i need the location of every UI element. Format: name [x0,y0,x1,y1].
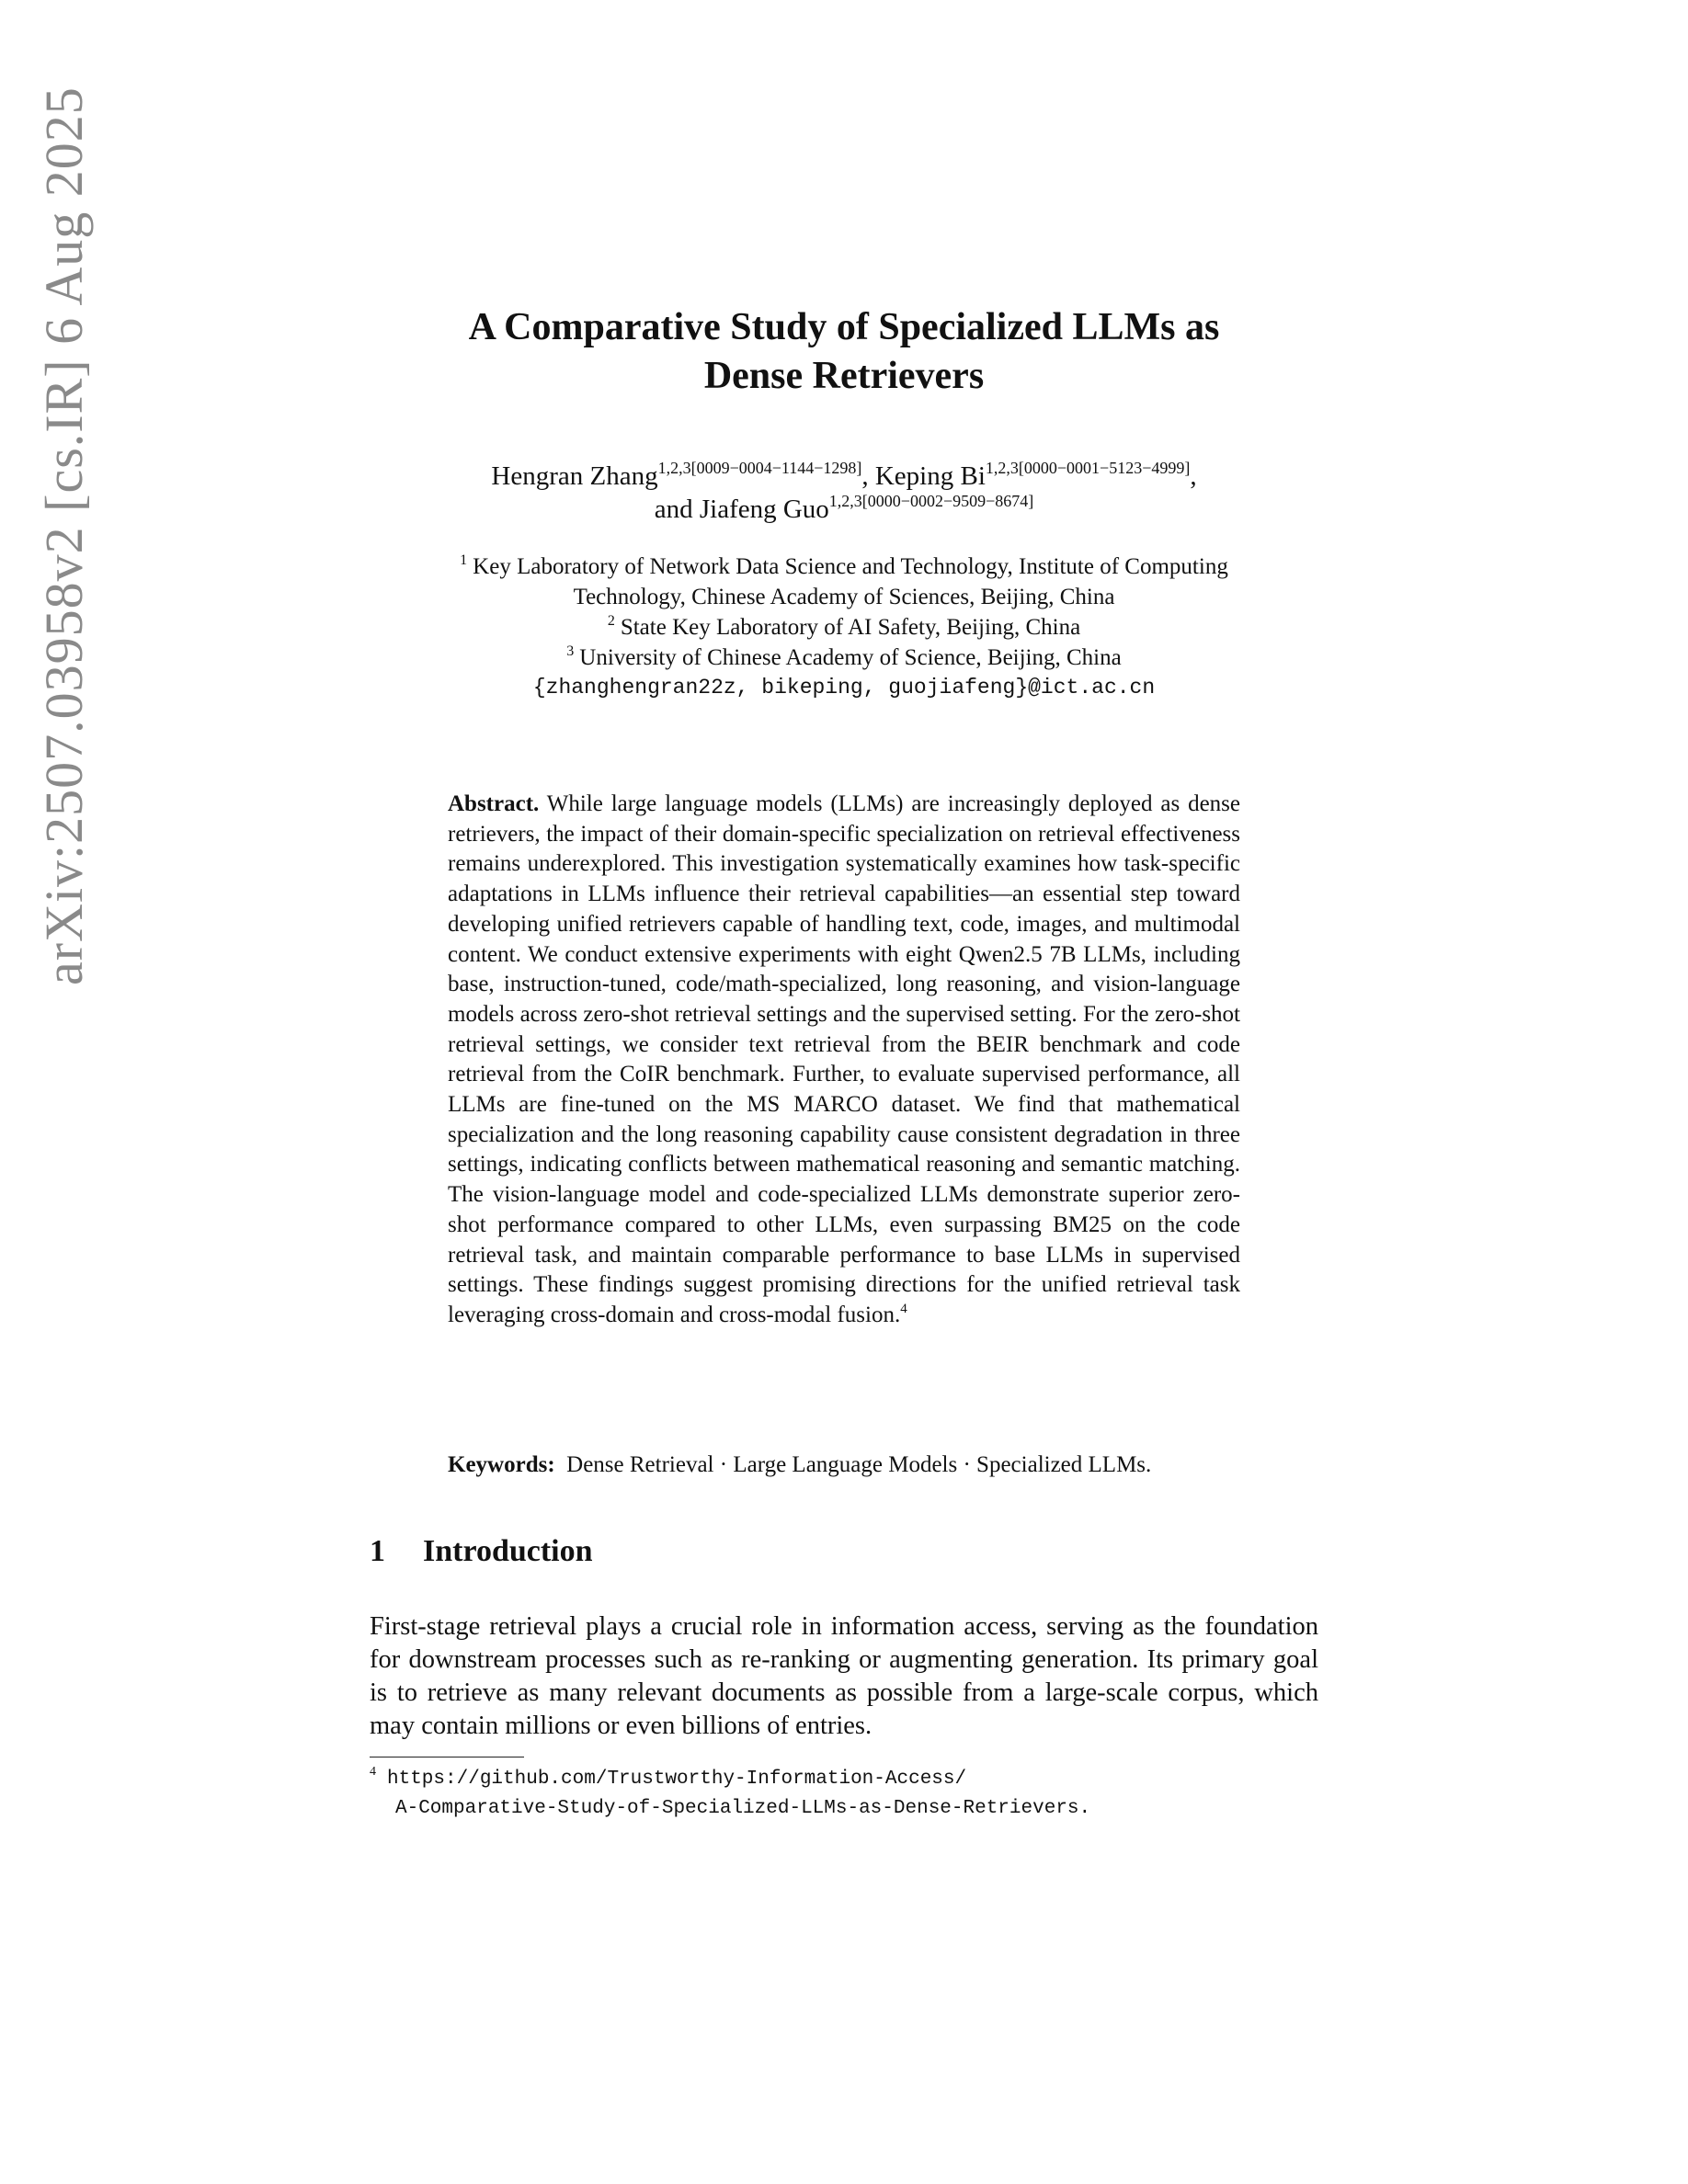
footnote-period: . [1078,1798,1091,1819]
keywords-label: Keywords: [448,1452,555,1477]
affiliations [349,552,1339,703]
author-name: Hengran Zhang [491,461,658,491]
affiliation-text: Key Laboratory of Network Data Science and Technology, Institute of Computing [473,554,1228,579]
authors-line-1 [276,460,1412,493]
arxiv-identifier: arXiv:2507.03958v2 [cs.IR] 6 Aug 2025 [34,86,94,985]
footnote-url-text[interactable]: A-Comparative-Study-of-Specialized-LLMs-as-Dense-Retrievers [395,1798,1079,1819]
author-list [276,460,1412,526]
intro-paragraph: First-stage retrieval plays a crucial role in information access, serving as the foundation for downstream processes such as re-ranking or augmenting generation. Its primary goal is to retrieve as many relevant documents as possible from a large-scale corpus, which may contain millions or even billions of entries. [370,1612,1318,1740]
title-line-2: Dense Retrievers [703,355,985,397]
affiliation-1 [349,552,1339,582]
author-affiliation-orcid: 1,2,3[0009−0004−1144−1298] [657,459,862,477]
author-separator: , [1190,461,1197,491]
affiliation-1-cont: Technology, Chinese Academy of Sciences, Beijing, China [573,585,1115,609]
authors-line-2 [276,493,1412,526]
paper-title [276,303,1412,401]
footnote-url-line-1[interactable]: https://github.com/Trustworthy-Information-Access/ [387,1769,967,1790]
author-affiliation-orcid: 1,2,3[0000−0001−5123−4999] [985,459,1191,477]
affiliation-mark: 3 [566,643,575,659]
author-affiliation-orcid: 1,2,3[0000−0002−9509−8674] [828,492,1034,510]
affiliation-2 [349,612,1339,643]
affiliation-text: University of Chinese Academy of Science, Beijing, China [579,645,1122,670]
footnote-ref[interactable]: 4 [900,1301,907,1316]
abstract [448,790,1240,1331]
footnote-url-line-2[interactable] [370,1794,1335,1824]
title-line-1: A Comparative Study of Specialized LLMs as [468,306,1220,348]
abstract-text: While large language models (LLMs) are increasingly deployed as dense retrievers, the impact of their domain-specific specialization on retrieval effectiveness remains underexplored. This investigation systematically examines how task-specific adaptations in LLMs influence their retrieval capabilities—an essential step toward developing unified retrievers capable of handling text, code, images, and multimodal content. We conduct extensive experiments with eight Qwen2.5 7B LLMs, including base, instruction-tuned, code/math-specialized, long reasoning, and vision-language models across zero-shot retrieval settings and the supervised setting. For the zero-shot retrieval settings, we consider text retrieval from the BEIR benchmark and code retrieval from the CoIR benchmark. Further, to evaluate supervised performance, all LLMs are fine-tuned on the MS MARCO dataset. We find that mathematical specialization and the long reasoning capability cause consistent degradation in three settings, indicating conflicts between mathematical reasoning and semantic matching. The vision-language model and code-specialized LLMs demonstrate superior zero-shot performance compared to other LLMs, even surpassing BM25 on the code retrieval task, and maintain comparable performance to base LLMs in supervised settings. These findings suggest promising directions for the unified retrieval task leveraging cross-domain and cross-modal fusion. [448,791,1240,1327]
keywords-text: Dense Retrieval · Large Language Models · Specialized LLMs. [566,1452,1152,1477]
author-separator: , [861,461,875,491]
section-heading [370,1533,593,1570]
section-number: 1 [370,1534,385,1568]
affiliation-mark: 1 [460,552,468,568]
affiliation-text: State Key Laboratory of AI Safety, Beijing, China [620,615,1081,640]
author-name: Keping Bi [874,461,986,491]
affiliation-mark: 2 [607,613,615,629]
affiliation-3 [349,643,1339,673]
section-title: Introduction [423,1534,593,1568]
footnote-mark: 4 [370,1765,376,1779]
footnote [370,1762,1335,1824]
abstract-label: Abstract. [448,791,540,816]
keywords [448,1450,1275,1480]
author-emails: {zhanghengran22z, bikeping, guojiafeng}@ict.ac.cn [532,676,1156,700]
author-name: and Jiafeng Guo [654,495,829,524]
